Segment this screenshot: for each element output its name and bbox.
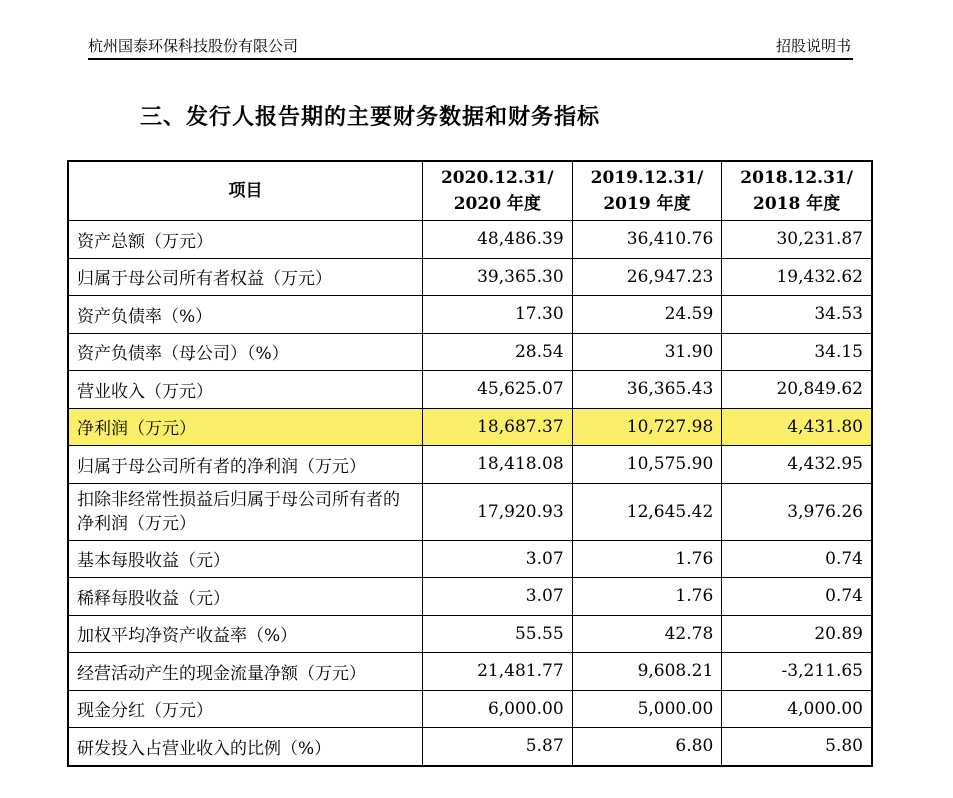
table-row	[68, 258, 872, 296]
row-label: 经营活动产生的现金流量净额（万元）	[68, 653, 423, 691]
table-row	[68, 371, 872, 409]
table-row	[68, 483, 872, 540]
cell-2020: 17.30	[423, 296, 573, 334]
cell-2020: 18,418.08	[423, 446, 573, 484]
cell-2020: 18,687.37	[423, 408, 573, 446]
table-row	[68, 615, 872, 653]
table-row	[68, 578, 872, 616]
row-label: 净利润（万元）	[68, 408, 423, 446]
cell-2019: 36,365.43	[572, 371, 722, 409]
cell-2019: 42.78	[572, 615, 722, 653]
cell-2018: 4,432.95	[722, 446, 872, 484]
cell-2019: 1.76	[572, 540, 722, 578]
cell-2018: 4,431.80	[722, 408, 872, 446]
cell-2018: 30,231.87	[722, 221, 872, 259]
cell-2020: 3.07	[423, 578, 573, 616]
cell-2019: 12,645.42	[572, 483, 722, 540]
cell-2018: 0.74	[722, 578, 872, 616]
company-name: 杭州国泰环保科技股份有限公司	[88, 37, 299, 55]
header-2020: 2020.12.31/ 2020 年度	[423, 161, 573, 221]
row-label: 归属于母公司所有者的净利润（万元）	[68, 446, 423, 484]
cell-2019: 10,575.90	[572, 446, 722, 484]
row-label: 归属于母公司所有者权益（万元）	[68, 258, 423, 296]
table-row	[68, 540, 872, 578]
financial-data-table	[67, 160, 873, 767]
cell-2020: 5.87	[423, 728, 573, 766]
row-label: 稀释每股收益（元）	[68, 578, 423, 616]
cell-2020: 55.55	[423, 615, 573, 653]
row-label: 资产总额（万元）	[68, 221, 423, 259]
cell-2018: 19,432.62	[722, 258, 872, 296]
table-row	[68, 333, 872, 371]
row-label: 基本每股收益（元）	[68, 540, 423, 578]
cell-2019: 24.59	[572, 296, 722, 334]
header-2019: 2019.12.31/ 2019 年度	[572, 161, 722, 221]
row-label: 扣除非经常性损益后归属于母公司所有者的净利润（万元）	[68, 483, 423, 540]
document-type: 招股说明书	[775, 37, 851, 55]
cell-2018: -3,211.65	[722, 653, 872, 691]
table-row	[68, 446, 872, 484]
cell-2020: 6,000.00	[423, 690, 573, 728]
cell-2018: 0.74	[722, 540, 872, 578]
cell-2019: 10,727.98	[572, 408, 722, 446]
table-row-highlighted	[68, 408, 872, 446]
row-label: 营业收入（万元）	[68, 371, 423, 409]
row-label: 现金分红（万元）	[68, 690, 423, 728]
header-item: 项目	[68, 161, 423, 221]
row-label: 资产负债率（%）	[68, 296, 423, 334]
table-row	[68, 296, 872, 334]
cell-2019: 26,947.23	[572, 258, 722, 296]
table-row	[68, 690, 872, 728]
header-2018: 2018.12.31/ 2018 年度	[722, 161, 872, 221]
cell-2020: 39,365.30	[423, 258, 573, 296]
cell-2019: 5,000.00	[572, 690, 722, 728]
table-header-row	[68, 161, 872, 221]
cell-2020: 3.07	[423, 540, 573, 578]
cell-2019: 6.80	[572, 728, 722, 766]
table-row	[68, 653, 872, 691]
cell-2020: 45,625.07	[423, 371, 573, 409]
cell-2019: 31.90	[572, 333, 722, 371]
cell-2020: 21,481.77	[423, 653, 573, 691]
table-row	[68, 728, 872, 766]
cell-2020: 48,486.39	[423, 221, 573, 259]
row-label: 研发投入占营业收入的比例（%）	[68, 728, 423, 766]
cell-2018: 5.80	[722, 728, 872, 766]
cell-2018: 3,976.26	[722, 483, 872, 540]
cell-2018: 20,849.62	[722, 371, 872, 409]
cell-2020: 17,920.93	[423, 483, 573, 540]
table-row	[68, 221, 872, 259]
cell-2019: 1.76	[572, 578, 722, 616]
cell-2019: 36,410.76	[572, 221, 722, 259]
cell-2018: 20.89	[722, 615, 872, 653]
cell-2018: 34.15	[722, 333, 872, 371]
cell-2018: 4,000.00	[722, 690, 872, 728]
cell-2019: 9,608.21	[572, 653, 722, 691]
page-header	[88, 30, 853, 60]
row-label: 加权平均净资产收益率（%）	[68, 615, 423, 653]
section-title: 三、发行人报告期的主要财务数据和财务指标	[140, 105, 601, 130]
cell-2018: 34.53	[722, 296, 872, 334]
row-label: 资产负债率（母公司）（%）	[68, 333, 423, 371]
cell-2020: 28.54	[423, 333, 573, 371]
